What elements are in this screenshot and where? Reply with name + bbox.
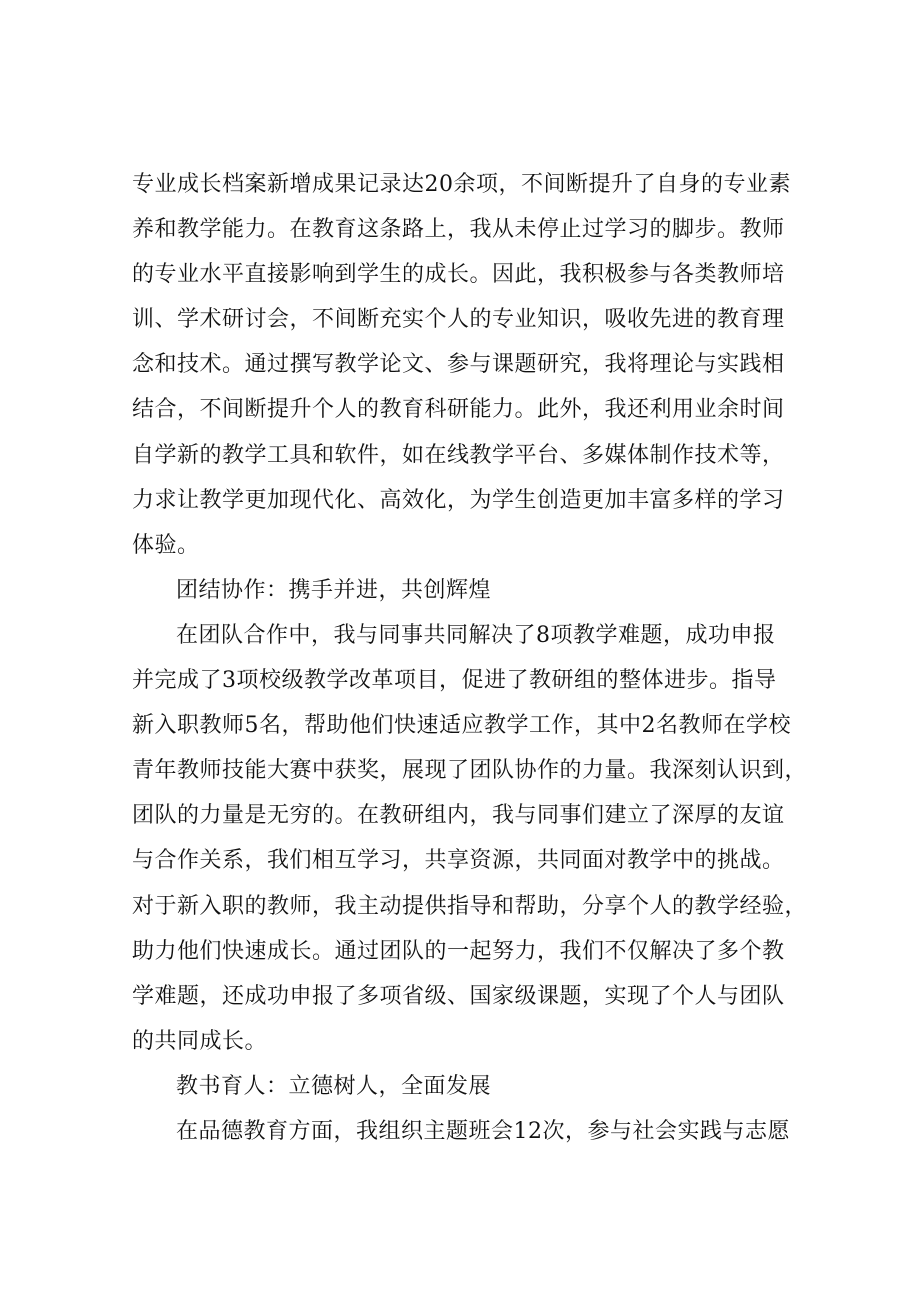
paragraph-teamwork	[132, 613, 808, 1064]
document-body	[132, 162, 808, 1154]
paragraph-line: 学难题，还成功申报了多项省级、国家级课题，实现了个人与团队	[132, 983, 785, 1009]
paragraph-moral-education	[132, 1109, 802, 1154]
paragraph-line: 团队的力量是无穷的。在教研组内，我与同事们建立了深厚的友谊	[132, 803, 785, 829]
paragraph-line: 与合作关系，我们相互学习，共享资源，共同面对教学中的挑战。	[132, 848, 785, 874]
paragraph-line: 体验。	[132, 532, 200, 558]
paragraph-line: 力求让教学更加现代化、高效化，为学生创造更加丰富多样的学习	[132, 487, 785, 513]
paragraph-line: 助力他们快速成长。通过团队的一起努力，我们不仅解决了多个教	[132, 938, 785, 964]
paragraph-line: 养和教学能力。在教育这条路上，我从未停止过学习的脚步。教师	[132, 217, 785, 243]
paragraph-line: 念和技术。通过撰写教学论文、参与课题研究，我将理论与实践相	[132, 352, 785, 378]
paragraph-line: 青年教师技能大赛中获奖，展现了团队协作的力量。我深刻认识到，	[132, 758, 808, 784]
paragraph-line: 的专业水平直接影响到学生的成长。因此，我积极参与各类教师培	[132, 262, 785, 288]
paragraph-line: 结合，不间断提升个人的教育科研能力。此外，我还利用业余时间	[132, 397, 785, 423]
paragraph-line: 并完成了3项校级教学改革项目，促进了教研组的整体进步。指导	[132, 668, 777, 694]
paragraph-line: 自学新的教学工具和软件，如在线教学平台、多媒体制作技术等，	[132, 442, 785, 468]
paragraph-line: 训、学术研讨会，不间断充实个人的专业知识，吸收先进的教育理	[132, 307, 785, 333]
section-heading-education: 教书育人：立德树人，全面发展	[176, 1073, 492, 1099]
paragraph-line: 对于新入职的教师，我主动提供指导和帮助，分享个人的教学经验，	[132, 893, 808, 919]
paragraph-line: 专业成长档案新增成果记录达20余项，不间断提升了自身的专业素	[132, 172, 791, 197]
paragraph-professional-growth	[132, 162, 802, 568]
section-heading-teamwork: 团结协作：携手并进，共创辉煌	[176, 577, 492, 603]
paragraph-line: 在品德教育方面，我组织主题班会12次，参与社会实践与志愿	[176, 1118, 790, 1144]
paragraph-line: 新入职教师5名，帮助他们快速适应教学工作，其中2名教师在学校	[132, 713, 791, 739]
paragraph-line: 的共同成长。	[132, 1028, 268, 1054]
paragraph-line: 在团队合作中，我与同事共同解决了8项教学难题，成功申报	[176, 622, 776, 648]
